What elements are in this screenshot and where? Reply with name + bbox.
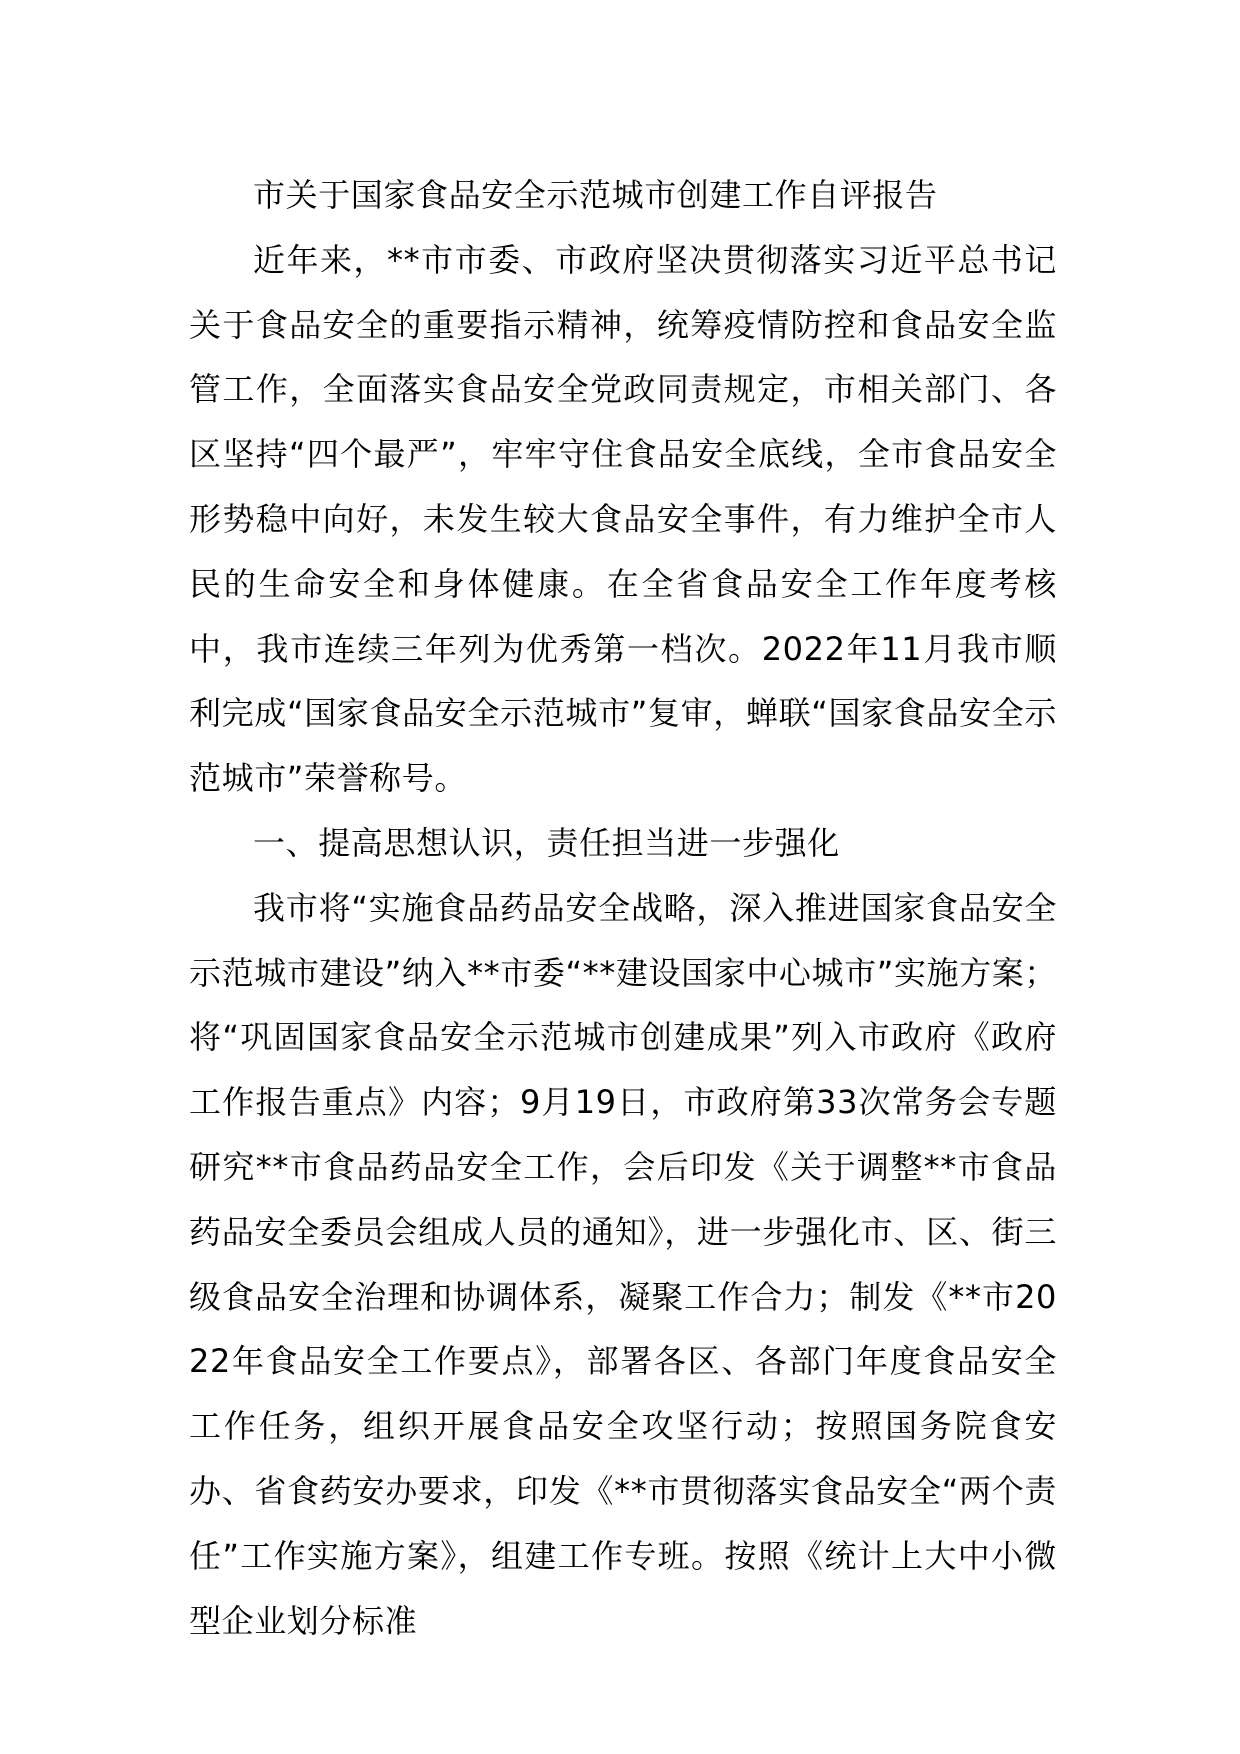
intro-paragraph: 近年来，**市市委、市政府坚决贯彻落实习近平总书记关于食品安全的重要指示精神，统筹疫情防控和食品安全监管工作，全面落实食品安全党政同责规定，市相关部门、各区坚持“四个最严”，牢牢守住食品安全底线，全市食品安全形势稳中向好，未发生较大食品安全事件，有力维护全市人民的生命安全和身体健康。在全省食品安全工作年度考核中，我市连续三年列为优秀第一档次。2022年11月我市顺利完成“国家食品安全示范城市”复审，蝉联“国家食品安全示范城市”荣誉称号。	[189, 240, 1057, 798]
section-heading: 一、提高思想认识，责任担当进一步强化	[253, 823, 840, 862]
section-paragraph: 我市将“实施食品药品安全战略，深入推进国家食品安全示范城市建设”纳入**市委“**建设国家中心城市”实施方案；将“巩固国家食品安全示范城市创建成果”列入市政府《政府工作报告重点》内容；9月19日，市政府第33次常务会专题研究**市食品药品安全工作，会后印发《关于调整**市食品药品安全委员会组成人员的通知》，进一步强化市、区、街三级食品安全治理和协调体系，凝聚工作合力；制发《**市2022年食品安全工作要点》，部署各区、各部门年度食品安全工作任务，组织开展食品安全攻坚行动；按照国务院食安办、省食药安办要求，印发《**市贯彻落实食品安全“两个责任”工作实施方案》，组建工作专班。按照《统计上大中小微型企业划分标准	[189, 888, 1057, 1640]
document-title: 市关于国家食品安全示范城市创建工作自评报告	[253, 176, 938, 214]
document-body	[189, 163, 1057, 1653]
